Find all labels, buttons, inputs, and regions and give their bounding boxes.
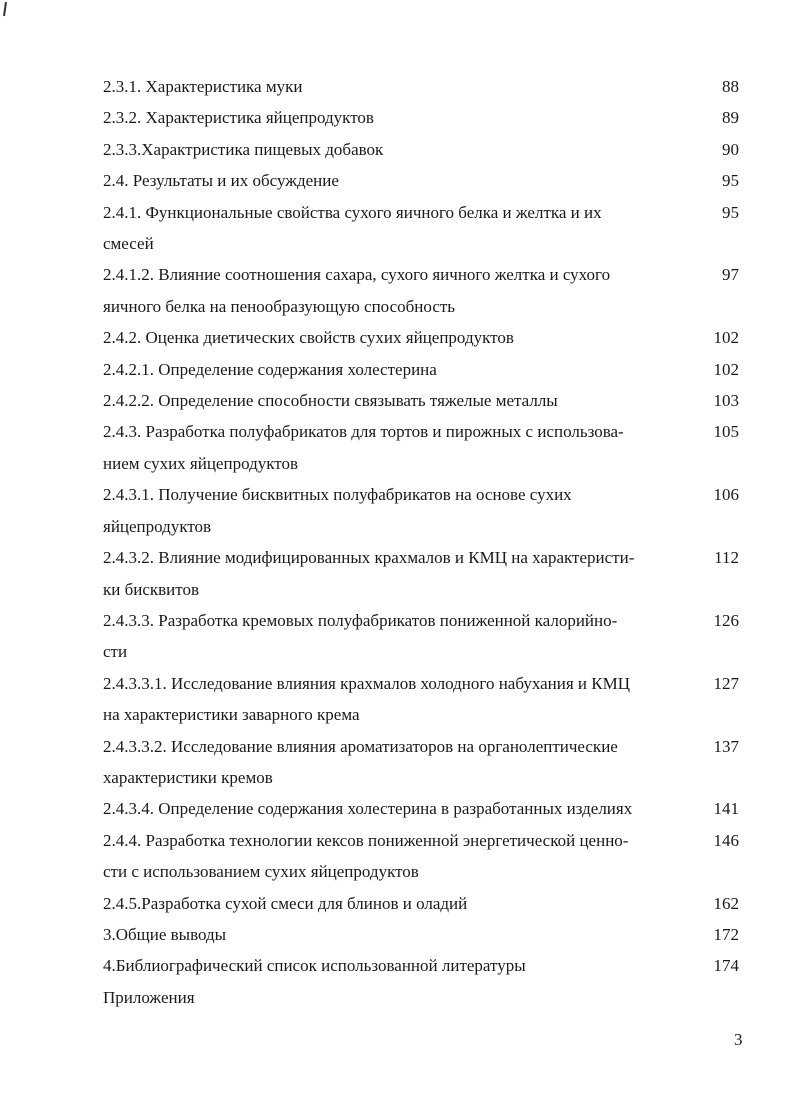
toc-entry <box>103 354 743 385</box>
toc-entry-title-line: 4.Библиографический список использованной литературы <box>103 956 526 976</box>
toc-entry-page: 88 <box>722 77 739 96</box>
toc-entry-page: 106 <box>713 485 739 505</box>
toc-entry-title <box>103 888 681 919</box>
toc-entry-title-line: Приложения <box>103 987 195 1007</box>
toc-entry-title-line: 3.Общие выводы <box>103 924 227 944</box>
toc-entry-title-line: 2.4.3.3. Разработка кремовых полуфабрикатов пониженной калорийно- <box>103 610 618 630</box>
toc-entry-title <box>103 479 681 542</box>
toc-entry-title-line: 2.4.1. Функциональные свойства сухого яичного белка и желтка и их <box>103 202 602 222</box>
toc-entry-title-line: 2.3.3.Характристика пищевых добавок <box>103 139 384 159</box>
toc-entry-title-line: смесей <box>103 234 154 254</box>
toc-entry <box>103 919 743 950</box>
toc-entry <box>103 888 743 919</box>
toc-entry-title <box>103 354 681 385</box>
toc-entry-title-line: 2.4.5.Разработка сухой смеси для блинов и оладий <box>103 893 468 913</box>
toc-entry-title-line: 2.4.3.4. Определение содержания холестерина в разработанных изделиях <box>103 799 633 819</box>
toc-entry-page: 102 <box>713 359 739 379</box>
toc-entry-title-line: 2.3.2. Характеристика яйцепродуктов <box>103 108 374 128</box>
toc-entry-page: 141 <box>713 799 739 819</box>
toc-entry-title-line: 2.4.2.1. Определение содержания холестерина <box>103 359 437 379</box>
toc-entry-title <box>103 71 681 102</box>
toc-entry-title-line: яичного белка на пенообразующую способность <box>103 296 456 316</box>
toc-entry-title-line: сти с использованием сухих яйцепродуктов <box>103 862 419 882</box>
toc-entry <box>103 479 743 542</box>
toc-entry-page: 95 <box>722 171 739 191</box>
toc-entry-title-line: на характеристики заварного крема <box>103 705 360 725</box>
toc-entry-title-line: 2.4.3.3.2. Исследование влияния ароматизаторов на органолептические <box>103 736 618 756</box>
toc-entry <box>103 605 743 668</box>
toc-entry <box>103 542 743 605</box>
toc-entry-title <box>103 165 681 196</box>
toc-entry-title <box>103 731 681 794</box>
toc-entry <box>103 134 743 165</box>
toc-entry-page: 105 <box>713 422 739 442</box>
toc-entry <box>103 825 743 888</box>
toc-entry <box>103 102 743 133</box>
toc-entry-title-line: 2.4.1.2. Влияние соотношения сахара, сухого яичного желтка и сухого <box>103 265 611 285</box>
toc-entry-title-line: 2.4.2.2. Определение способности связывать тяжелые металлы <box>103 391 558 411</box>
toc-entry <box>103 322 743 353</box>
toc-entry-page: 162 <box>713 893 739 913</box>
toc-entry-title-line: 2.4.3.3.1. Исследование влияния крахмалов холодного набухания и КМЦ <box>103 673 631 693</box>
scan-artifact-mark <box>3 2 7 16</box>
toc-entry-title <box>103 605 681 668</box>
toc-entry <box>103 259 743 322</box>
toc-entry-title <box>103 416 681 479</box>
toc-entry-title-line: 2.4.3.1. Получение бисквитных полуфабрикатов на основе сухих <box>103 485 572 505</box>
toc-entry <box>103 197 743 260</box>
toc-entry <box>103 793 743 824</box>
toc-entry-title <box>103 668 681 731</box>
toc-entry-title <box>103 102 681 133</box>
toc-entry-page: 102 <box>713 328 739 348</box>
toc-entry <box>103 416 743 479</box>
page-number: 3 <box>734 1030 743 1049</box>
table-of-contents <box>103 71 743 1013</box>
toc-entry <box>103 982 743 1013</box>
toc-entry-title <box>103 322 681 353</box>
toc-entry-title <box>103 825 681 888</box>
toc-entry-title-line: 2.4.4. Разработка технологии кексов пониженной энергетической ценно- <box>103 830 629 850</box>
toc-entry-title-line: ки бисквитов <box>103 579 200 599</box>
toc-entry <box>103 731 743 794</box>
toc-entry-title-line: нием сухих яйцепродуктов <box>103 453 299 473</box>
toc-entry-title <box>103 793 681 824</box>
toc-entry-page: 174 <box>713 956 739 976</box>
toc-entry-title <box>103 134 681 165</box>
toc-entry-page: 137 <box>713 736 739 756</box>
toc-entry-title-line: яйцепродуктов <box>103 516 212 536</box>
toc-entry-page: 95 <box>722 202 739 222</box>
toc-entry-title-line: характеристики кремов <box>103 767 273 787</box>
toc-entry-title <box>103 259 681 322</box>
toc-entry-page: 90 <box>722 139 739 159</box>
toc-entry-page: 127 <box>713 673 739 693</box>
toc-entry <box>103 668 743 731</box>
toc-entry-page: 89 <box>722 108 739 128</box>
toc-entry-title-line: 2.4.3. Разработка полуфабрикатов для тортов и пирожных с использова- <box>103 422 624 442</box>
toc-entry-title <box>103 950 681 981</box>
toc-entry-title <box>103 385 681 416</box>
toc-entry-title-line: 2.4.3.2. Влияние модифицированных крахмалов и КМЦ на характеристи- <box>103 548 635 568</box>
toc-entry <box>103 71 743 102</box>
toc-entry <box>103 950 743 981</box>
toc-entry-title-line: 2.3.1. Характеристика муки <box>103 77 303 96</box>
toc-entry-title <box>103 197 681 260</box>
toc-entry-title <box>103 542 681 605</box>
toc-entry-page: 103 <box>713 391 739 411</box>
toc-entry-title-line: 2.4. Результаты и их обсуждение <box>103 171 339 191</box>
toc-entry-page: 146 <box>713 830 739 850</box>
toc-entry <box>103 165 743 196</box>
toc-entry-page: 112 <box>714 548 739 568</box>
toc-entry <box>103 385 743 416</box>
toc-entry-title <box>103 982 681 1013</box>
toc-entry-title-line: сти <box>103 642 128 662</box>
toc-entry-page: 126 <box>713 610 739 630</box>
toc-entry-page: 172 <box>713 924 739 944</box>
toc-entry-title <box>103 919 681 950</box>
toc-entry-title-line: 2.4.2. Оценка диетических свойств сухих яйцепродуктов <box>103 328 514 348</box>
toc-entry-page: 97 <box>722 265 739 285</box>
